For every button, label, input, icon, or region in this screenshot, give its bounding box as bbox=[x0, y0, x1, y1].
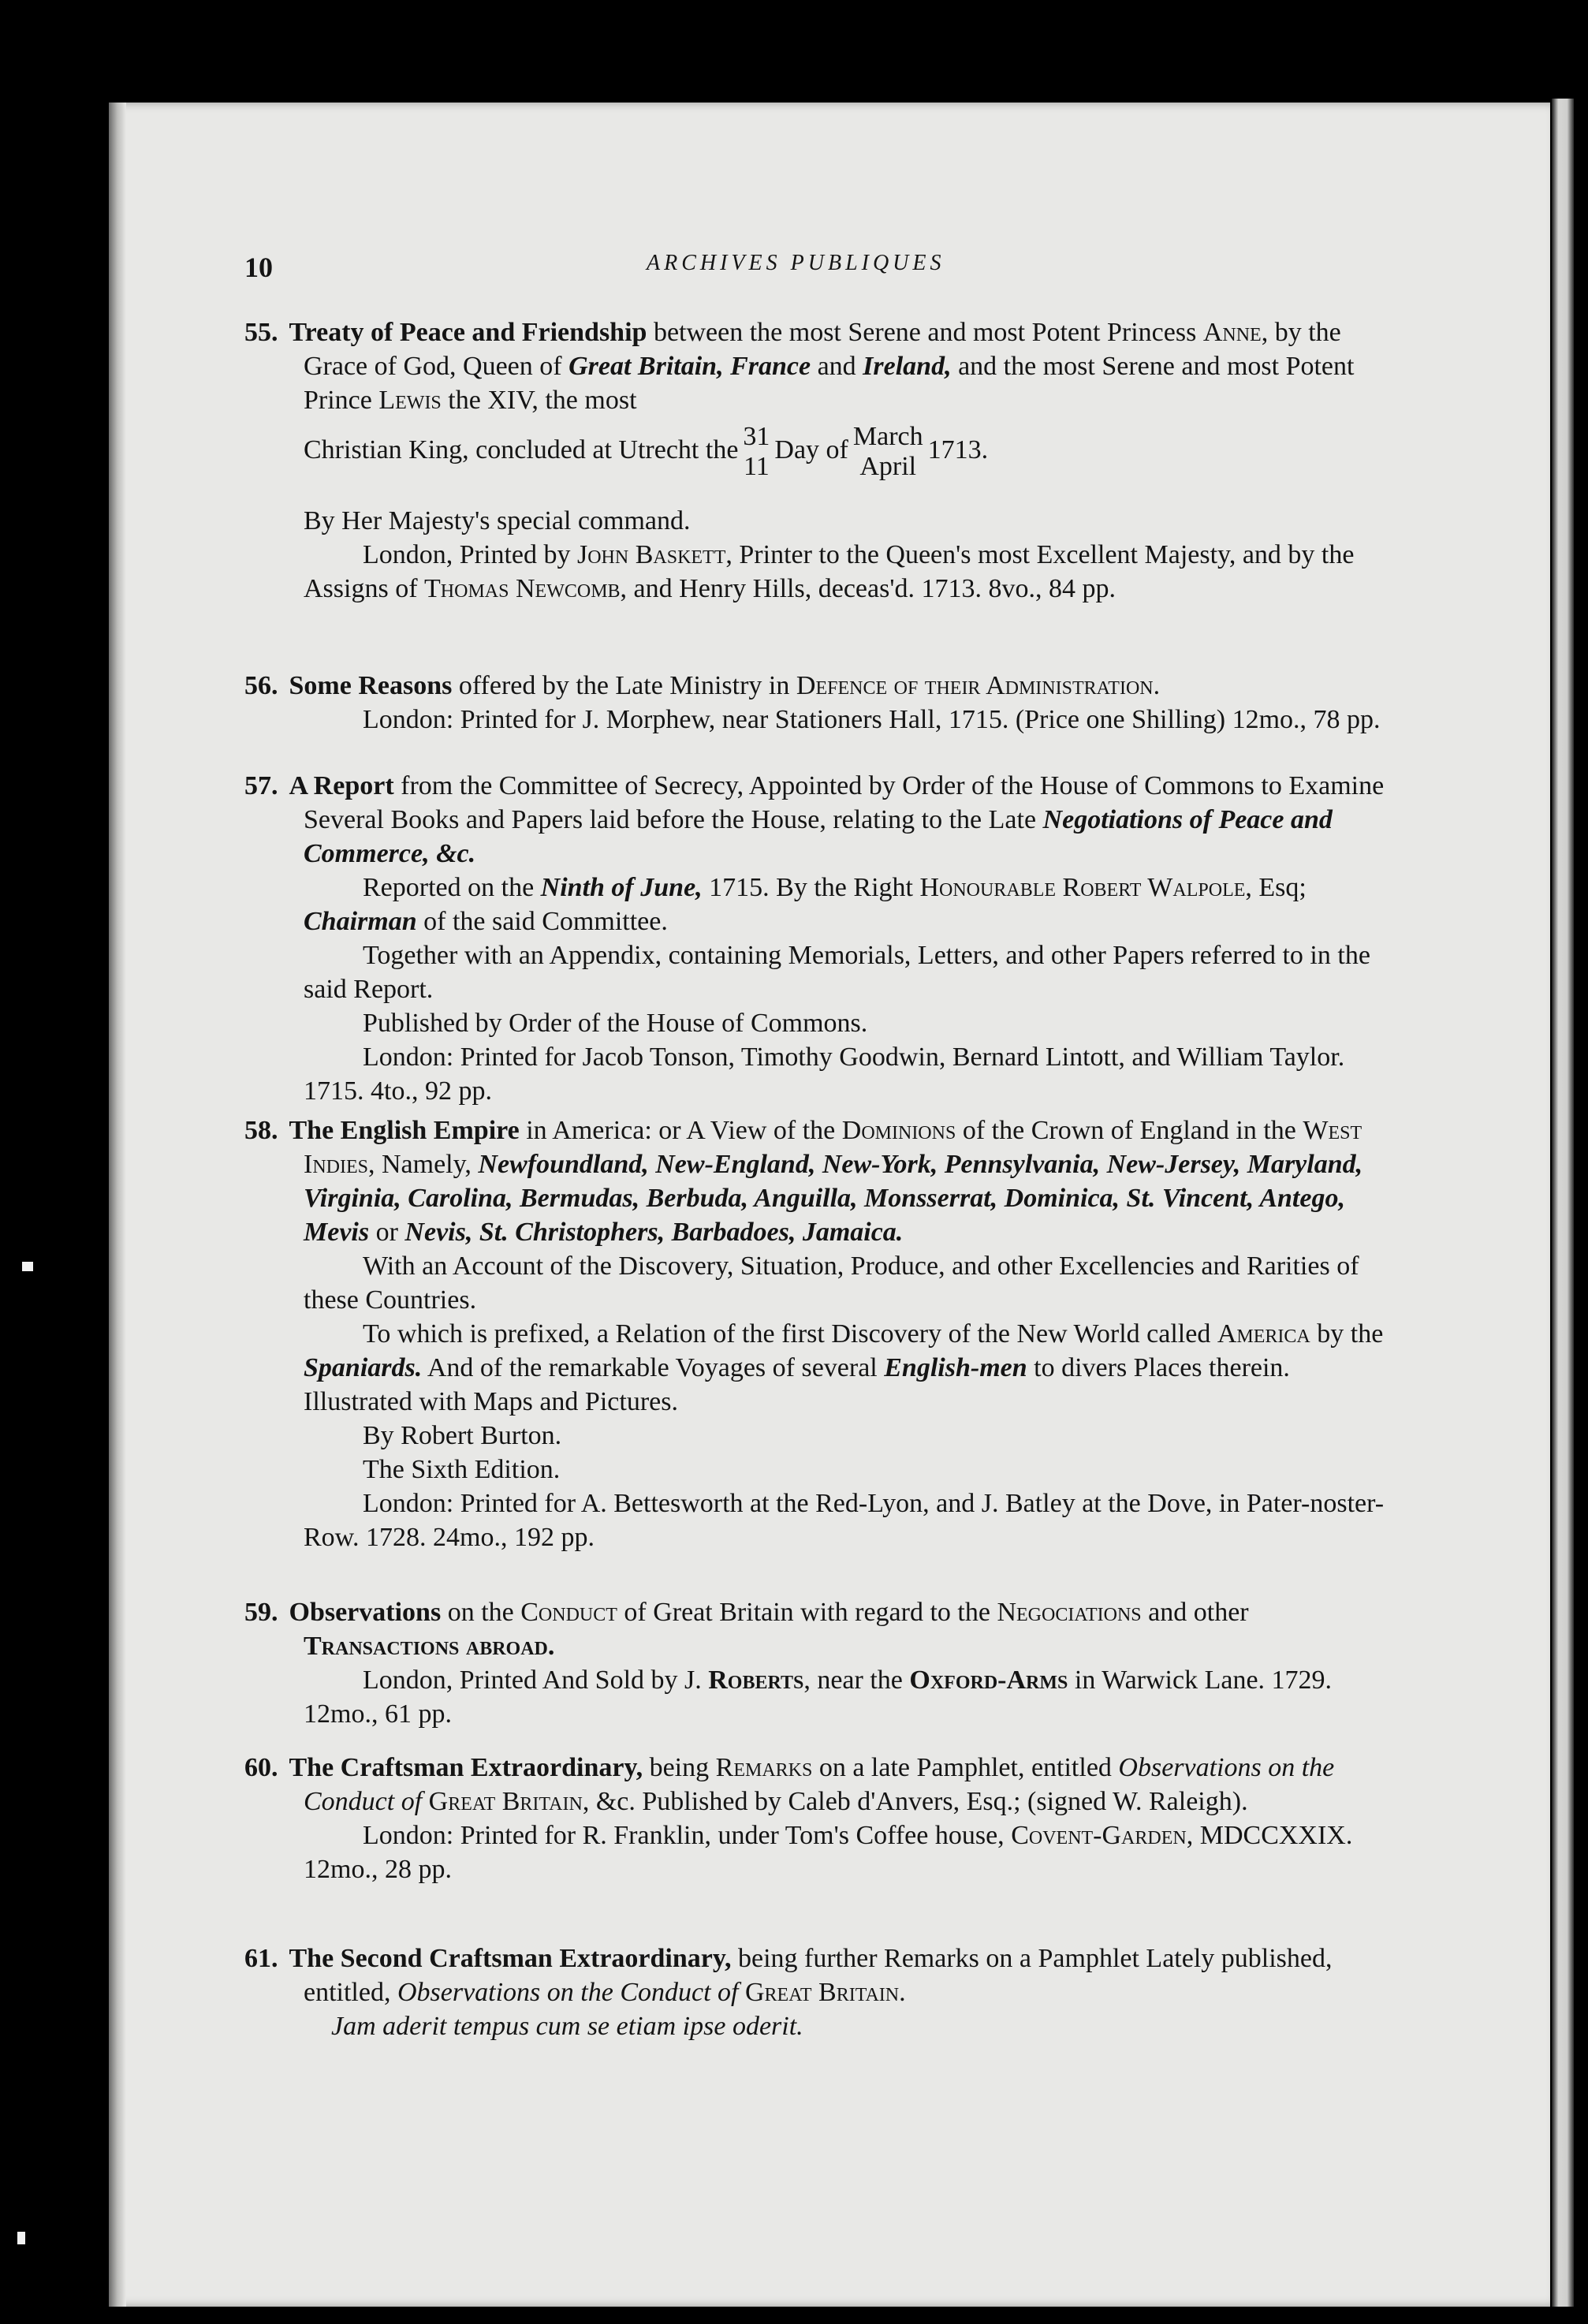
entry-text: London, Printed by bbox=[363, 540, 577, 569]
entry-57-title-para bbox=[244, 769, 1396, 871]
entry-59 bbox=[244, 1595, 1396, 1731]
entry-text: , by the Grace of God, Queen of bbox=[304, 318, 1341, 381]
entry-text: London: Printed for R. Franklin, under Tom's Coffee house, bbox=[363, 1821, 1012, 1850]
entry-55-command: By Her Majesty's special command. bbox=[304, 506, 691, 535]
fraction-bottom: 11 bbox=[744, 452, 770, 481]
entry-text: , MDCCXXIX. 12mo., 28 pp. bbox=[304, 1821, 1353, 1884]
entry-55-date-line bbox=[244, 422, 1396, 482]
entry-text: West Indies bbox=[304, 1116, 1362, 1179]
entry-58-title-para bbox=[244, 1114, 1396, 1249]
entry-56-title-para bbox=[244, 669, 1396, 703]
entry-number: 60. bbox=[244, 1753, 278, 1782]
entry-58-prefixed bbox=[244, 1317, 1396, 1419]
entry-55 bbox=[244, 315, 1396, 606]
entry-text: 1713. bbox=[927, 435, 989, 464]
entry-text: Defence of their Administration. bbox=[796, 671, 1161, 700]
entry-number: 58. bbox=[244, 1116, 278, 1145]
entry-text: being further Remarks on a Pamphlet Lately published, entitled, bbox=[304, 1944, 1333, 2007]
entry-text: Anne bbox=[1202, 318, 1262, 347]
entry-text: John Baskett bbox=[576, 540, 726, 569]
entry-number: 59. bbox=[244, 1598, 278, 1627]
entry-title: Treaty of Peace and Friendship bbox=[289, 318, 647, 347]
month-fraction bbox=[853, 422, 923, 482]
entry-text: offered by the Late Ministry in bbox=[452, 671, 796, 700]
entry-text: Nevis, St. Christophers, Barbadoes, Jamaica. bbox=[404, 1218, 904, 1247]
entry-text: from the Committee of Secrecy, Appointed by Order of the House of Commons to Examine Several Books and Papers laid before the House, relating to the Late bbox=[304, 771, 1385, 834]
entry-59-title-para bbox=[244, 1595, 1396, 1663]
entry-text: Observations on the Conduct of bbox=[397, 1978, 739, 2007]
date-fraction bbox=[743, 422, 770, 482]
entry-text: Ireland, bbox=[863, 352, 952, 381]
entry-text: Observations on the Conduct of bbox=[304, 1753, 1335, 1816]
entry-text: Negotiations of Peace and Commerce, &c. bbox=[304, 805, 1333, 868]
entry-text: Oxford-Arms bbox=[909, 1666, 1068, 1695]
entry-text: Roberts bbox=[708, 1666, 804, 1695]
entry-60-title-para bbox=[244, 1751, 1396, 1819]
entry-number: 57. bbox=[244, 771, 278, 800]
running-head: ARCHIVES PUBLIQUES bbox=[647, 251, 945, 275]
entry-text: by the bbox=[1310, 1319, 1384, 1349]
entry-text: Dominions bbox=[841, 1116, 956, 1145]
entry-55-title-para bbox=[244, 315, 1396, 417]
page-edge bbox=[1552, 99, 1574, 2307]
fraction-top: 31 bbox=[743, 422, 770, 451]
entry-text: the XIV, the most bbox=[441, 386, 637, 415]
entry-57-reported bbox=[244, 871, 1396, 938]
entry-title: The English Empire bbox=[289, 1116, 520, 1145]
entry-text: Transactions abroad. bbox=[304, 1632, 555, 1661]
entry-57-appendix: Together with an Appendix, containing Memorials, Letters, and other Papers referred to in the said Report. bbox=[304, 941, 1370, 1004]
entry-text: Chairman bbox=[304, 907, 417, 936]
entry-text: English-men bbox=[884, 1353, 1027, 1382]
entry-text: in Warwick Lane. 1729. 12mo., 61 pp. bbox=[304, 1666, 1333, 1729]
entry-text: and other bbox=[1141, 1598, 1249, 1627]
entry-56 bbox=[244, 669, 1396, 737]
entry-61-motto: Jam aderit tempus cum se etiam ipse oderit. bbox=[331, 2012, 803, 2041]
entry-text: or bbox=[369, 1218, 405, 1247]
entry-59-imprint bbox=[244, 1663, 1396, 1731]
entry-text: Reported on the bbox=[363, 873, 541, 902]
fraction-bottom: April bbox=[859, 452, 917, 481]
entry-text: Negociations bbox=[997, 1598, 1142, 1627]
entry-61-title-para bbox=[244, 1942, 1396, 2009]
entry-text: , near the bbox=[803, 1666, 910, 1695]
entry-text: and the most Serene and most Potent Prince bbox=[304, 352, 1355, 415]
entry-title: Observations bbox=[289, 1598, 442, 1627]
entry-text: And of the remarkable Voyages of several bbox=[422, 1353, 885, 1382]
entry-text: Day of bbox=[774, 435, 848, 464]
entry-text: to divers Places therein. Illustrated with Maps and Pictures. bbox=[304, 1353, 1290, 1416]
entry-text: and bbox=[811, 352, 863, 381]
entry-58-imprint: London: Printed for A. Bettesworth at the Red-Lyon, and J. Batley at the Dove, in Pater-noster-Row. 1728. 24mo., 192 pp. bbox=[304, 1489, 1385, 1552]
entry-text: on a late Pamphlet, entitled bbox=[812, 1753, 1119, 1782]
scan-speck bbox=[17, 2232, 25, 2244]
entry-number: 55. bbox=[244, 318, 278, 347]
entry-61 bbox=[244, 1942, 1396, 2043]
entry-text: Lewis bbox=[378, 386, 442, 415]
entry-text: in America: or A View of the bbox=[519, 1116, 842, 1145]
fraction-top: March bbox=[852, 422, 923, 451]
entry-number: 61. bbox=[244, 1944, 278, 1973]
entry-58 bbox=[244, 1114, 1396, 1554]
entry-text: Spaniards. bbox=[304, 1353, 423, 1382]
entry-text: Thomas Newcomb bbox=[424, 574, 621, 603]
entry-text: between the most Serene and most Potent Princess bbox=[647, 318, 1203, 347]
scan-speck bbox=[22, 1262, 33, 1271]
entry-title: The Craftsman Extraordinary, bbox=[289, 1753, 643, 1782]
entry-text: on the bbox=[441, 1598, 521, 1627]
entry-57-imprint: London: Printed for Jacob Tonson, Timothy Goodwin, Bernard Lintott, and William Taylor. 1715. 4to., 92 pp. bbox=[304, 1043, 1345, 1106]
entry-57 bbox=[244, 769, 1396, 1108]
entry-text: Great Britain. bbox=[745, 1978, 906, 2007]
entry-text: To which is prefixed, a Relation of the first Discovery of the New World called bbox=[363, 1319, 1217, 1349]
entry-56-imprint: London: Printed for J. Morphew, near Stationers Hall, 1715. (Price one Shilling) 12mo., 78 pp. bbox=[363, 705, 1381, 734]
entry-text: London, Printed And Sold by J. bbox=[363, 1666, 709, 1695]
entry-text: of Great Britain with regard to the bbox=[617, 1598, 997, 1627]
entry-text: Covent-Garden bbox=[1011, 1821, 1187, 1850]
entry-text bbox=[739, 1978, 746, 2007]
entry-text: of the Crown of England in the bbox=[956, 1116, 1303, 1145]
entry-text: of the said Committee. bbox=[416, 907, 668, 936]
entry-text: Conduct bbox=[520, 1598, 617, 1627]
entry-text: Newfoundland, New-England, New-York, Pennsylvania, New-Jersey, Maryland, Virginia, Carolina, Bermudas, Berbuda, Anguilla, Monsserrat, Dominica, St. Vincent, Antego, Mevis bbox=[304, 1150, 1363, 1247]
page-number: 10 bbox=[244, 252, 273, 283]
entry-text: Great Britain bbox=[428, 1787, 583, 1816]
entry-55-imprint bbox=[244, 538, 1396, 606]
entry-text: Remarks bbox=[715, 1753, 813, 1782]
entry-text: , &c. Published by Caleb d'Anvers, Esq.; (signed W. Raleigh). bbox=[582, 1787, 1248, 1816]
page-header bbox=[0, 251, 1588, 290]
entry-text bbox=[422, 1787, 429, 1816]
entry-title: A Report bbox=[289, 771, 394, 800]
entry-text: America bbox=[1217, 1319, 1310, 1349]
entry-58-edition: The Sixth Edition. bbox=[363, 1455, 561, 1484]
entry-text: being bbox=[643, 1753, 716, 1782]
entry-text: , Esq; bbox=[1245, 873, 1307, 902]
entry-text: , Namely, bbox=[368, 1150, 479, 1179]
entry-58-account: With an Account of the Discovery, Situation, Produce, and other Excellencies and Rarities of these Countries. bbox=[304, 1252, 1359, 1315]
entry-text: Honourable Robert Walpole bbox=[919, 873, 1246, 902]
entry-title: Some Reasons bbox=[289, 671, 453, 700]
entry-text: , Printer to the Queen's most Excellent Majesty, and by the Assigns of bbox=[304, 540, 1355, 603]
entry-text: 1715. By the Right bbox=[702, 873, 920, 902]
entry-60 bbox=[244, 1751, 1396, 1886]
entry-text: Great Britain, France bbox=[568, 352, 811, 381]
entry-60-imprint bbox=[244, 1819, 1396, 1886]
entry-number: 56. bbox=[244, 671, 278, 700]
entry-title: The Second Craftsman Extraordinary, bbox=[289, 1944, 732, 1973]
entry-text: , and Henry Hills, deceas'd. 1713. 8vo., 84 pp. bbox=[620, 574, 1116, 603]
entry-57-published: Published by Order of the House of Commons. bbox=[363, 1009, 868, 1038]
entry-text: Christian King, concluded at Utrecht the bbox=[304, 435, 739, 464]
entry-58-author: By Robert Burton. bbox=[363, 1421, 562, 1450]
entry-text: Ninth of June, bbox=[540, 873, 703, 902]
